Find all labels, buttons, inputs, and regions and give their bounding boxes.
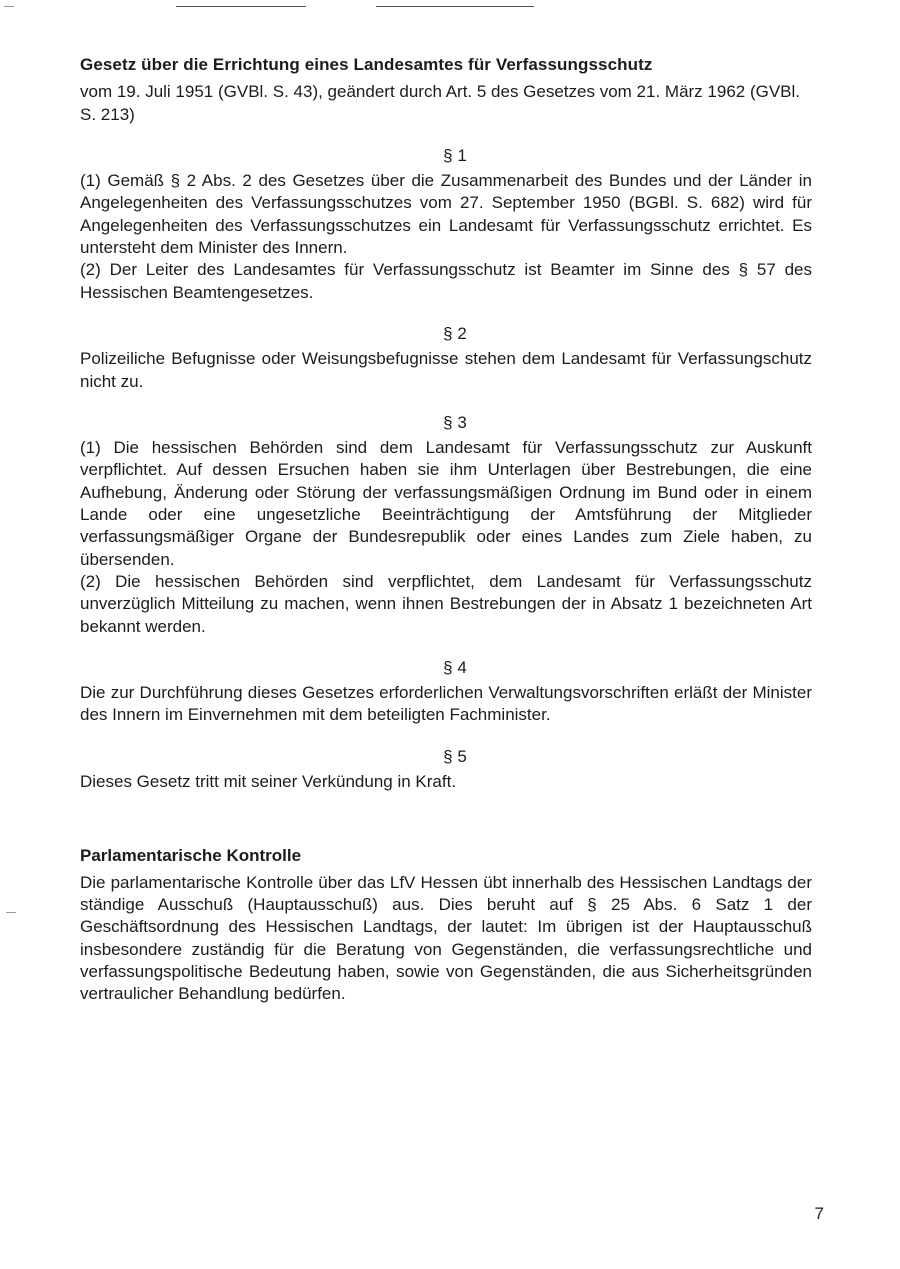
- law-subtitle: vom 19. Juli 1951 (GVBl. S. 43), geändert durch Art. 5 des Gesetzes vom 21. März 1962 (GVBl. S. 213): [80, 82, 801, 124]
- section-heading: § 5: [443, 746, 467, 766]
- page-content: [80, 54, 812, 1005]
- section-paragraph: (2) Der Leiter des Landesamtes für Verfassungsschutz ist Beamter im Sinne des § 57 des Hessischen Beamtengesetzes.: [80, 260, 812, 302]
- scan-rule-left: [176, 6, 306, 7]
- section-1: [80, 145, 812, 304]
- page-number: 7: [814, 1204, 824, 1223]
- section-paragraph: Dieses Gesetz tritt mit seiner Verkündung in Kraft.: [80, 772, 457, 792]
- law-title: Gesetz über die Errichtung eines Landesamtes für Verfassungsschutz: [80, 55, 653, 74]
- section-paragraph: (2) Die hessischen Behörden sind verpflichtet, dem Landesamt für Verfassungsschutz unverzüglich Mitteilung zu machen, wenn ihnen Bestrebungen der in Absatz 1 bezeichneten Art bekannt werden.: [80, 571, 812, 636]
- section-heading: § 2: [443, 323, 467, 343]
- section-heading: § 1: [443, 145, 467, 165]
- control-text: Die parlamentarische Kontrolle über das LfV Hessen übt innerhalb des Hessischen Landtags der ständige Ausschuß (Hauptausschuß) aus. Dies beruht auf § 25 Abs. 6 Satz 1 der Geschäftsordnung des Hessischen Landtags, der lautet: Im übrigen ist der Hauptausschuß insbesondere zuständig für die Beratung von Gegenständen, die verfassungsrechtliche und verfassungspolitische Bedeutung haben, sowie von Gegenständen, die aus Sicherheitsgründen vertraulicher Behandlung bedürfen.: [80, 872, 812, 1004]
- section-2: [80, 323, 812, 393]
- section-4: [80, 657, 812, 727]
- section-paragraph: (1) Die hessischen Behörden sind dem Landesamt für Verfassungsschutz zur Auskunft verpflichtet. Auf dessen Ersuchen haben sie ihm Unterlagen über Bestrebungen, die eine Aufhebung, Änderung oder Störung der verfassungsmäßigen Ordnung im Bund oder in einem Lande oder eine ungesetzliche Beeinträchtigung der Amtsführung der Mitglieder verfassungsmäßiger Organe der Bundesrepublik oder eines Landes zum Ziele haben, zu übersenden.: [80, 438, 812, 569]
- section-heading: § 3: [443, 412, 467, 432]
- section-heading: § 4: [443, 657, 467, 677]
- control-heading: Parlamentarische Kontrolle: [80, 846, 302, 866]
- control-section: [80, 845, 812, 1005]
- scan-mark-corner: [4, 6, 14, 7]
- scan-rule-right: [376, 6, 534, 7]
- section-paragraph: Polizeiliche Befugnisse oder Weisungsbefugnisse stehen dem Landesamt für Verfassungschutz nicht zu.: [80, 349, 812, 391]
- section-paragraph: Die zur Durchführung dieses Gesetzes erforderlichen Verwaltungsvorschriften erläßt der Minister des Innern im Einvernehmen mit dem beteiligten Fachminister.: [80, 683, 812, 725]
- section-5: [80, 746, 812, 794]
- section-3: [80, 412, 812, 638]
- scan-mark-margin: [6, 912, 16, 913]
- section-paragraph: (1) Gemäß § 2 Abs. 2 des Gesetzes über die Zusammenarbeit des Bundes und der Länder in Angelegenheiten des Verfassungsschutzes vom 27. September 1950 (BGBl. S. 682) wird für Angelegenheiten des Verfassungsschutzes ein Landesamt für Verfassungsschutz errichtet. Es untersteht dem Minister des Innern.: [80, 171, 812, 258]
